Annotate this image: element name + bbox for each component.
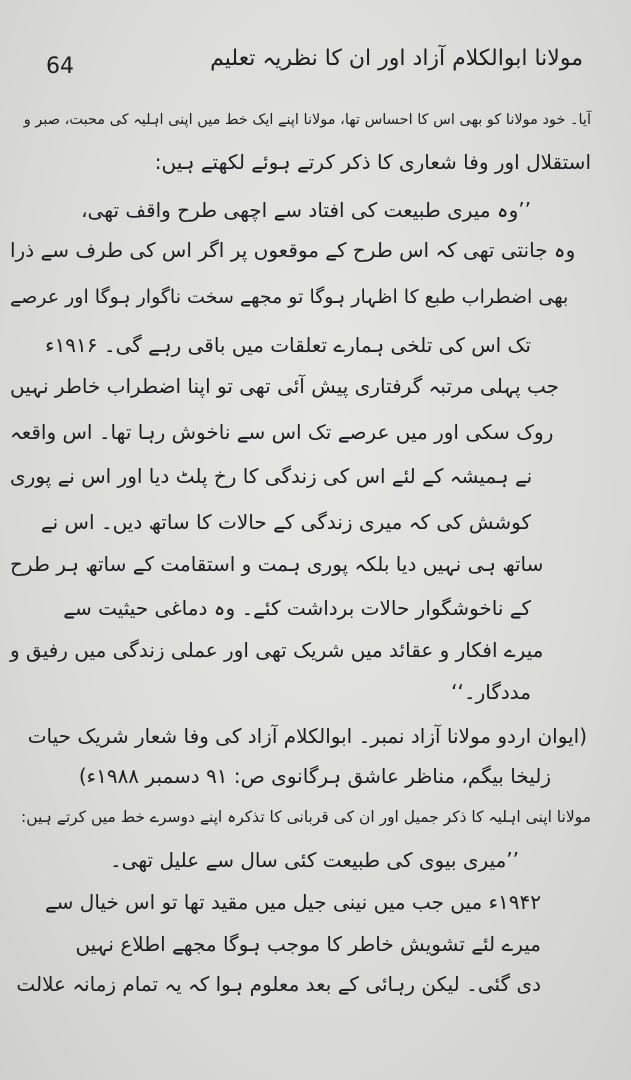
quote-line: وہ جانتی تھی کہ اس طرح کے موقعوں پر اگر اس کی طرف سے ذرا xyxy=(10,238,576,262)
quote-line: نے ہمیشہ کے لئے اس کی زندگی کا رخ پلٹ دیا اور اس نے پوری xyxy=(10,464,533,488)
quote-line: کوشش کی کہ میری زندگی کے حالات کا ساتھ دیں۔ اس نے xyxy=(40,510,531,534)
quote-line: روک سکی اور میں عرصے تک اس سے ناخوش رہا تھا۔ اس واقعہ xyxy=(10,420,554,444)
quote-line: جب پہلی مرتبہ گرفتاری پیش آئی تھی تو اپنا اضطراب خاطر نہیں xyxy=(10,374,559,398)
page-header xyxy=(0,40,631,80)
quote-line: کے ناخوشگوار حالات برداشت کئے۔ وہ دماغی حیثیت سے xyxy=(63,596,531,620)
quote-line: ’’وہ میری طبیعت کی افتاد سے اچھی طرح واقف تھی، xyxy=(81,198,531,222)
running-title: مولانا ابوالکلام آزاد اور ان کا نظریہ تعلیم xyxy=(210,46,583,71)
quote-line: دی گئی۔ لیکن رہائی کے بعد معلوم ہوا کہ یہ تمام زمانہ علالت xyxy=(16,972,541,996)
quote-line: بھی اضطراب طبع کا اظہار ہوگا تو مجھے سخت ناگوار ہوگا اور عرصے xyxy=(10,286,569,308)
quote-line: میرے لئے تشویش خاطر کا موجب ہوگا مجھے اطلاع نہیں xyxy=(75,932,541,956)
page-number: 64 xyxy=(46,54,74,79)
quote-line: ’’میری بیوی کی طبیعت کئی سال سے علیل تھی۔ xyxy=(109,848,519,872)
paragraph-line: مولانا اپنی اہلیہ کا ذکر جمیل اور ان کی قربانی کا تذکرہ اپنے دوسرے خط میں کرتے ہیں: xyxy=(21,808,591,826)
citation-line: زلیخا بیگم، مناظر عاشق ہرگانوی ص: ۹۱ دسمبر ۱۹۸۸ء) xyxy=(78,764,551,788)
citation-line: (ایوان اردو مولانا آزاد نمبر۔ ابوالکلام آزاد کی وفا شعار شریک حیات xyxy=(27,724,587,748)
quote-line: تک اس کی تلخی ہمارے تعلقات میں باقی رہے گی۔ ۱۹۱۶ء xyxy=(45,333,531,357)
paragraph-line: استقلال اور وفا شعاری کا ذکر کرتے ہوئے لکھتے ہیں: xyxy=(154,150,591,174)
quote-line: ساتھ ہی نہیں دیا بلکہ پوری ہمت و استقامت کے ساتھ ہر طرح xyxy=(10,552,544,576)
quote-line: ۱۹۴۲ء میں جب میں نینی جیل میں مقید تھا تو اس خیال سے xyxy=(44,890,541,914)
paragraph-line: آیا۔ خود مولانا کو بھی اس کا احساس تھا، مولانا اپنے ایک خط میں اپنی اہلیہ کی محبت، صبر و xyxy=(23,112,591,128)
quote-line: میرے افکار و عقائد میں شریک تھی اور عملی زندگی میں رفیق و xyxy=(10,638,544,662)
quote-line: مددگار۔‘‘ xyxy=(451,680,531,704)
